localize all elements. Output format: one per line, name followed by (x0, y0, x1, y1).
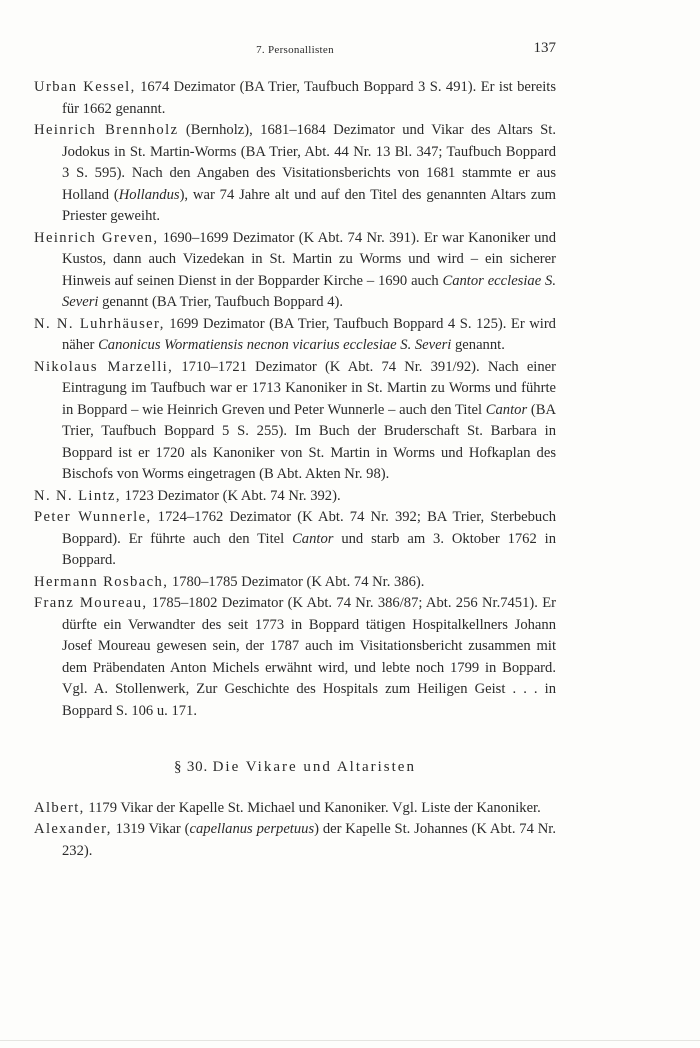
entry-text: 1699 Dezimator (BA Trier, Taufbuch Boppard 4 S. 125). Er wird näher (62, 315, 556, 353)
entry-text: 1179 Vikar der Kapelle St. Michael und Kanoniker. Vgl. Liste der Kanoniker. (84, 799, 541, 816)
person-entry (34, 314, 556, 357)
body-text (34, 77, 556, 862)
person-name: Urban Kessel, (34, 79, 136, 95)
page-edge-line (0, 1040, 700, 1041)
latin-phrase: Cantor (292, 530, 334, 547)
person-entry (34, 228, 556, 314)
person-entry (34, 593, 556, 722)
entry-text: (BA Trier, Taufbuch Boppard 5 S. 255). Im Buch der Bruderschaft St. Barbara in Boppard ist er 1720 als Kanoniker von St. Martin in Worms und Hofkaplan des Bischofs von Worms eingetragen (B Abt. Akten Nr. 98). (62, 401, 556, 482)
latin-phrase: Canonicus Wormatiensis necnon vicarius ecclesiae S. Severi (98, 337, 452, 353)
person-name: Heinrich Greven, (34, 229, 159, 246)
page-number: 137 (533, 40, 556, 56)
person-name: Peter Wunnerle, (34, 509, 152, 525)
person-name: Hermann Rosbach, (34, 573, 169, 590)
person-entry (34, 798, 556, 820)
entry-text: 1710–1721 Dezimator (K Abt. 74 Nr. 391/92). Nach einer Eintragung im Taufbuch war er 1713 Kanoniker in St. Martin zu Worms und führte in Boppard – wie Heinrich Greven und Peter Wunnerle – auch den Titel (62, 358, 556, 418)
person-entry (34, 357, 556, 486)
entry-text: genannt. (451, 337, 505, 353)
person-entry (34, 819, 556, 862)
latin-phrase: Hollandus (118, 186, 180, 203)
running-title: 7. Personallisten (256, 44, 334, 56)
page-header (34, 38, 556, 58)
dezimator-list (34, 77, 556, 722)
person-name: Alexander, (34, 821, 112, 837)
person-entry (34, 77, 556, 120)
person-name: Nikolaus Marzelli, (34, 358, 174, 375)
entry-text: ), war 74 Jahre alt und auf den Titel des genannten Altars zum Priester geweiht. (62, 186, 557, 224)
person-name: N. N. Lintz, (34, 487, 121, 504)
section-number: § 30. (174, 759, 209, 775)
person-entry (34, 507, 556, 572)
latin-phrase: Cantor (485, 401, 528, 418)
section-title: Die Vikare und Altaristen (212, 759, 416, 775)
person-name: N. N. Luhrhäuser, (34, 315, 165, 332)
entry-text: 1724–1762 Dezimator (K Abt. 74 Nr. 392; BA Trier, Sterbebuch Boppard). Er führte auch den Titel (62, 509, 556, 547)
entry-text: 1319 Vikar ( (111, 821, 190, 837)
latin-phrase: capellanus perpetuus (189, 821, 315, 837)
entry-text: (Bernholz), 1681–1684 Dezimator und Vikar des Altars St. Jodokus in St. Martin-Worms (BA Trier, Abt. 44 Nr. 13 Bl. 347; Taufbuch Boppard 3 S. 595). Nach den Angaben des Visitationsberichts von 1681 stammte er aus Holland ( (62, 122, 557, 203)
entry-text: genannt (BA Trier, Taufbuch Boppard 4). (98, 294, 344, 310)
entry-text: und starb am 3. Oktober 1762 in Boppard. (62, 530, 556, 568)
person-name: Albert, (34, 799, 85, 816)
section-heading (34, 757, 556, 779)
entry-text: 1674 Dezimator (BA Trier, Taufbuch Boppard 3 S. 491). Er ist bereits für 1662 genannt. (62, 79, 557, 117)
latin-phrase: Cantor ecclesiae S. Severi (62, 272, 556, 310)
vikare-list (34, 798, 556, 863)
person-name: Franz Moureau, (34, 595, 148, 611)
entry-text: 1785–1802 Dezimator (K Abt. 74 Nr. 386/87; Abt. 256 Nr.7451). Er dürfte ein Verwandter des seit 1773 in Boppard tätigen Hospitalkellners Johann Josef Moureau gewesen sein, der 1787 auch im Visitationsbericht zusammen mit dem Präbendaten Anton Michels erwähnt wird, und lebte noch 1799 in Boppard. Vgl. A. Stollenwerk, Zur Geschichte des Hospitals zum Heiligen Geist . . . in Boppard S. 106 u. 171. (62, 595, 556, 719)
entry-text: 1780–1785 Dezimator (K Abt. 74 Nr. 386). (168, 573, 425, 590)
entry-text: 1690–1699 Dezimator (K Abt. 74 Nr. 391). Er war Kanoniker und Kustos, dann auch Vizedekan in St. Martin zu Worms und wird – ein sicherer Hinweis auf seinen Dienst in der Bopparder Kirche – 1690 auch (62, 229, 556, 289)
person-entry (34, 486, 556, 508)
entry-text: ) der Kapelle St. Johannes (K Abt. 74 Nr. 232). (62, 821, 556, 859)
person-entry (34, 572, 556, 594)
person-entry (34, 120, 556, 228)
person-name: Heinrich Brennholz (34, 122, 179, 138)
entry-text: 1723 Dezimator (K Abt. 74 Nr. 392). (120, 487, 341, 504)
